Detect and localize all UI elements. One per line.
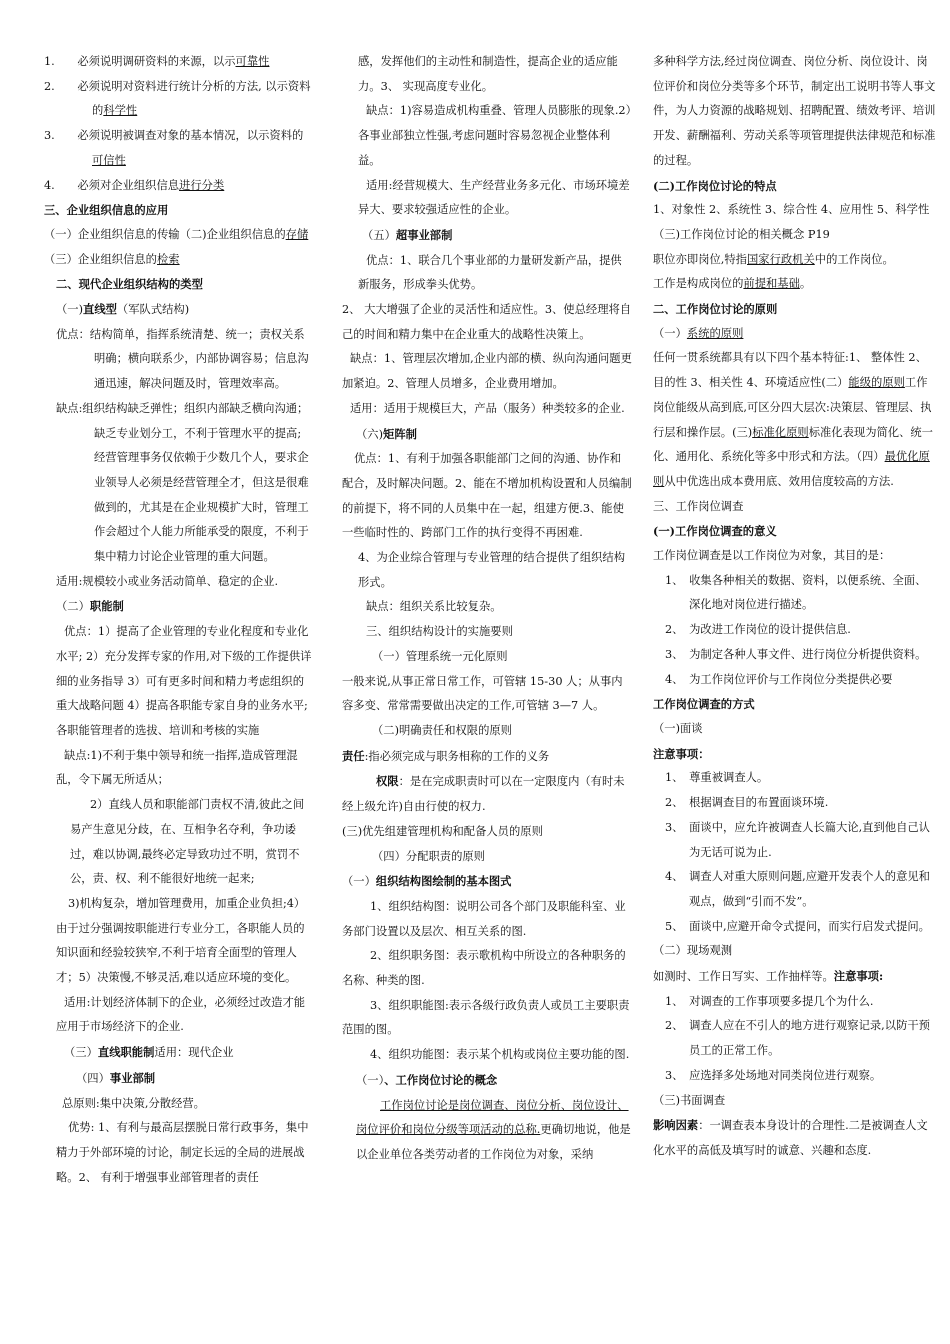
paragraph: 优点：1、有利于加强各职能部门之间的沟通、协作和配合，及时解决问题。2、能在不增加机构设置和人员编制的前提下，将不同的人员集中在一起，组建方便.3、能使一些临时性的、跨部门工作的执行变得不再困难. [342, 452, 632, 540]
paragraph: 1、对象性 2、系统性 3、综合性 4、应用性 5、科学性 [653, 203, 930, 217]
list-item: 3、 面谈中，应允许被调查人长篇大论,直到他自己认为无话可说为止. [665, 820, 930, 859]
paragraph: 适用:经营规模大、生产经营业务多元化、市场环境差异大、要求较强适应性的企业。 [358, 178, 630, 217]
subsection-heading: （一）管理系统一元化原则 [372, 649, 508, 663]
column-middle [342, 50, 632, 1168]
paragraph: 4、组织功能图：表示某个机构或岗位主要功能的图. [370, 1048, 630, 1062]
list-item: 1. 必须说明调研资料的来源，以示可靠性 [44, 55, 270, 68]
subsection-heading: （一)直线型（军队式结构) [56, 302, 190, 317]
section-heading: 二、工作岗位讨论的原则 [653, 302, 778, 317]
subsection-heading: （二）现场观测 [653, 944, 733, 958]
list-item: 2、 为改进工作岗位的设计提供信息. [665, 623, 851, 637]
paragraph: 职位亦即岗位,特指国家行政机关中的工作岗位。 [653, 252, 894, 266]
list-item: 2、 根据调查目的布置面谈环境. [665, 796, 829, 810]
column-right [653, 50, 937, 1164]
paragraph: 4、为企业综合管理与专业管理的结合提供了组织结构形式。 [358, 551, 626, 589]
paragraph: 缺点:1)不利于集中领导和统一指挥,造成管理混乱，令下属无所适从； [56, 748, 298, 787]
list-item: 4、 为工作岗位评价与工作岗位分类提供必要 [665, 672, 893, 686]
paragraph: 缺点：组织关系比较复杂。 [366, 600, 502, 614]
subsection-heading: (一)工作岗位调查的意义 [653, 524, 777, 539]
paragraph: 缺点：1、管理层次增加,企业内部的横、纵向沟通问题更加紧迫。2、管理人员增多，企业费用增加。 [342, 352, 632, 391]
paragraph: 适用:规模较小或业务活动简单、稳定的企业. [56, 574, 279, 588]
paragraph: 工作岗位讨论是岗位调查、岗位分析、岗位设计、岗位评价和岗位分级等项活动的总称.更确切地说，他是以企业单位各类劳动者的工作岗位为对象，采纳 [356, 1098, 631, 1161]
paragraph: 2、组织职务图：表示歌机构中所设立的各种职务的名称、种类的图. [342, 949, 626, 988]
paragraph: 影响因素：一调查表本身设计的合理性.二是被调查人文化水平的高低及填写时的诚意、兴趣和态度. [653, 1118, 928, 1157]
paragraph: 优点：1）提高了企业管理的专业化程度和专业化水平; 2）充分发挥专家的作用,对下级的工作提供详细的业务指导 3）可有更多时间和精力考虑组织的重大战略问题 4）提高各职能专家自身的业务水平;各职能管理者的选拔、培训和考核的实施 [56, 625, 312, 737]
paragraph: 优点：1、联合几个事业部的力量研发新产品，提供新服务，形成拳头优势。 [358, 253, 622, 292]
subsection-heading: （二）职能制 [56, 599, 124, 614]
note-label: 注意事项： [653, 746, 710, 761]
paragraph: 如测时、工作日写实、工作抽样等。注意事项: [653, 969, 884, 984]
paragraph: 任何一贯系统都具有以下四个基本特征:1、 整体性 2、目的性 3、相关性 4、环境适应性(二）能级的原则工作岗位能级从高到底,可区分四大层次:决策层、管理层、执行层和操作层。(三)标准化原则标准化表现为简化、统一化、通用化、系统化等多中形式和方法。（四）最优化原则从中优选出成本费用底、效用信度较高的方法. [653, 351, 933, 488]
section-heading: 三、企业组织信息的应用 [44, 203, 169, 218]
paragraph: 缺点:组织结构缺乏弹性；组织内部缺乏横向沟通；缺乏专业划分工，不利于管理水平的提高;经营管理事务仅依赖于少数几个人，要求企业领导人必须是经营管理全才，但这是很难做到的，尤其是在企业规模扩大时，管理工作会超过个人能力所能承受的限度，不利于集中精力讨论企业管理的重大问题。 [56, 401, 309, 564]
paragraph: 权限：是在完成职责时可以在一定限度内（有时未经上级允许)自由行使的权力. [342, 774, 625, 814]
list-item: 4、 调查人对重大原则问题,应避开发表个人的意见和观点，做到“引而不发”。 [665, 870, 930, 908]
paragraph: 感，发挥他们的主动性和制造性，提高企业的适应能力。3、 实现高度专业化。 [358, 55, 618, 93]
paragraph: 3、组织职能图:表示各级行政负责人或员工主要职责范围的图。 [342, 998, 630, 1037]
paragraph: 优点：结构简单，指挥系统清楚、统一；责权关系明确；横向联系少，内部协调容易；信息沟通迅速，解决问题及时，管理效率高。 [56, 327, 309, 391]
paragraph: 责任:指必须完成与职务相称的工作的义务 [342, 748, 550, 763]
subsection-heading: （五）超事业部制 [362, 227, 453, 242]
subsection-heading: （一)面谈 [653, 721, 703, 735]
list-item: 1、 尊重被调查人。 [665, 771, 769, 785]
subsection-heading: （六)矩阵制 [356, 426, 417, 441]
list-item: 1、 对调查的工作事项要多提几个为什么. [665, 994, 874, 1008]
subsection-heading: 工作岗位调查的方式 [653, 697, 755, 712]
paragraph: 多种科学方法,经过岗位调查、岗位分析、岗位设计、岗位评价和岗位分类等多个环节，制定出工说明书等人事文件，为人力资源的战略规划、招聘配置、绩效考评、培训开发、薪酬福利、劳动关系等项管理提供法律规范和标准的过程。 [653, 55, 936, 167]
paragraph: 1、组织结构图：说明公司各个部门及职能科室、业务部门设置以及层次、相互关系的图. [342, 899, 626, 938]
paragraph: 2）直线人员和职能部门责权不清,彼此之间易产生意见分歧，在、互相争名夺利，争功诿过，难以协调,最终必定导致功过不明，赏罚不公，责、权、利不能很好地统一起来; [70, 798, 305, 886]
subsection-heading: （二)明确责任和权限的原则 [372, 723, 512, 737]
subsection-heading: (二)工作岗位讨论的特点 [653, 178, 777, 193]
paragraph: 缺点：1)容易造成机构重叠、管理人员膨胀的现象.2）各事业部独立性强,考虑问题时容易忽视企业整体利益。 [358, 104, 632, 167]
paragraph: 3)机构复杂，增加管理费用，加重企业负担;4）由于过分强调按职能进行专业分工，各职能人员的知识面和经验较狭窄,不利于培育全面型的管理人才；5）决策慢,不够灵活,难以适应环境的变化。 [56, 896, 306, 985]
list-item: 3、 为制定各种人事文件、进行岗位分析提供资料。 [665, 647, 927, 661]
list-item: 3、 应选择多处场地对同类岗位进行观察。 [665, 1068, 882, 1082]
paragraph: 工作岗位调查是以工作岗位为对象，其目的是： [653, 549, 891, 563]
paragraph: 工作是构成岗位的前提和基础。 [653, 277, 812, 291]
list-item: 4. 必须对企业组织信息进行分类 [44, 178, 225, 192]
subsection-heading: (三)优先组建管理机构和配备人员的原则 [342, 824, 543, 838]
paragraph: 优势: 1、有利与最高层摆脱日常行政事务，集中精力于外部环境的讨论，制定长远的全局的进展战略。2、 有利于增强事业部管理者的责任 [56, 1121, 309, 1184]
list-item: 3. 必须说明被调查对象的基本情况，以示资料的可信性 [44, 129, 304, 167]
subsection-heading: （一）系统的原则 [653, 326, 744, 340]
list-item: 1、 收集各种相关的数据、资料，以便系统、全面、深化地对岗位进行描述。 [665, 573, 927, 612]
section-heading: 三、工作岗位调查 [653, 499, 744, 513]
paragraph: （一）企业组织信息的传输（二)企业组织信息的存储（三）企业组织信息的检索 [44, 227, 309, 266]
paragraph: 一般来说,从事正常日常工作，可管辖 15-30 人；从事内容多变、常常需要做出决定的工作,可管辖 3—7 人。 [342, 674, 623, 713]
subsection-heading: （一）组织结构图绘制的基本图式 [342, 874, 512, 889]
column-left [44, 50, 312, 1190]
subsection-heading: （一）、工作岗位讨论的概念 [356, 1072, 498, 1087]
subsection-heading: （三)工作岗位讨论的相关概念 P19 [653, 227, 830, 241]
subsection-heading: （三)书面调查 [653, 1093, 726, 1107]
subsection-heading: （四）事业部制 [76, 1070, 156, 1085]
paragraph: 2、 大大增强了企业的灵活性和适应性。3、使总经理将自己的时间和精力集中在企业重大的战略性决策上。 [342, 303, 632, 341]
list-item: 2. 必须说明对资料进行统计分析的方法, 以示资料的科学性 [44, 79, 311, 118]
paragraph: 总原则:集中决策,分散经营。 [62, 1096, 205, 1110]
list-item: 2、 调查人应在不引人的地方进行观察记录,以防干预员工的正常工作。 [665, 1019, 930, 1058]
section-heading: 二、现代企业组织结构的类型 [56, 277, 203, 292]
subsection-heading: （三）直线职能制适用：现代企业 [64, 1045, 234, 1060]
list-item: 5、 面谈中,应避开命令式提问，而实行启发式提问。 [665, 919, 930, 933]
paragraph: 适用：适用于规模巨大，产品（服务）种类较多的企业. [350, 401, 625, 415]
paragraph: 适用:计划经济体制下的企业，必须经过改造才能应用于市场经济下的企业. [56, 995, 306, 1034]
section-heading: 三、组织结构设计的实施要则 [366, 625, 513, 639]
subsection-heading: （四）分配职责的原则 [372, 849, 485, 863]
